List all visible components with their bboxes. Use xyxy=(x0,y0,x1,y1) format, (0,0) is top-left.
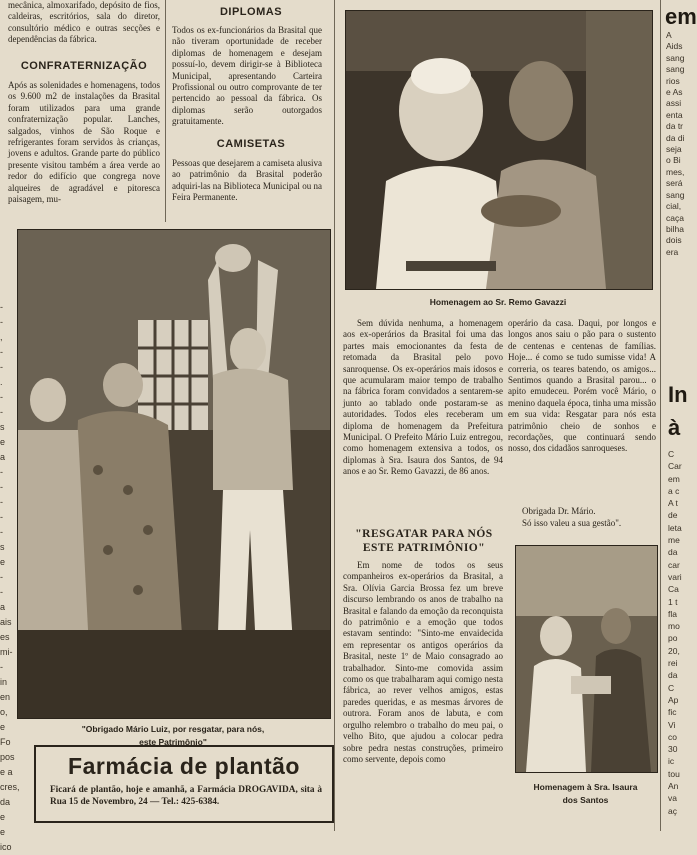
edge-fragment-line: enta xyxy=(666,109,683,120)
photo-top-caption: Homenagem ao Sr. Remo Gavazzi xyxy=(429,297,567,307)
edge-fragment-line: leta xyxy=(668,522,682,533)
edge-fragment-line: An xyxy=(668,781,679,792)
edge-fragment-line: da di xyxy=(666,132,685,143)
top-left-fragment: mecânica, almoxarifado, depósito de fios, caldeiras, escritórios, sala do diretor, consultório médico e outras secções e dependências da fábrica. xyxy=(8,0,160,45)
edge-fragment-line: ic xyxy=(668,756,675,767)
edge-fragment-line: a xyxy=(0,602,6,612)
edge-fragment-line: vari xyxy=(668,571,682,582)
edge-fragment-line: cres, xyxy=(0,782,20,792)
edge-fragment-line: será xyxy=(666,178,683,189)
article-right-body: operário da casa. Daqui, por longos e longos anos saiu o pão para o sustento de centenas e centenas de famílias. Hoje... é como se tudo sumisse vida! A correria, os teares batendo, os amigos... Sentimos quando a Brasital parou... o apito emudeceu. Porém você Mário, o menino daquela época, tinha uma missão em sua vida: Resgatar para nós esta patrimônio cheio de sonhos e recordações, que continuará sendo nosso, dos cidadãos sanroqueses. xyxy=(508,318,656,454)
edge-fragment-line: car xyxy=(668,559,680,570)
edge-fragment-line: - xyxy=(0,362,3,372)
edge-fragment-line: en xyxy=(0,692,11,702)
camisetas-heading: CAMISETAS xyxy=(216,138,286,150)
column-rule xyxy=(165,0,166,222)
edge-fragment-line: - xyxy=(0,482,3,492)
edge-fragment-line: - xyxy=(0,317,3,327)
edge-fragment-line: Aids xyxy=(666,41,683,52)
edge-fragment-line: - xyxy=(0,572,3,582)
edge-fragment-line: tou xyxy=(668,768,680,779)
photo-obrigado-mario-luiz xyxy=(17,229,331,719)
article-middle-body: Sem dúvida nenhuma, a homenagem aos ex-operários da Brasital foi uma das partes mais emocionantes da festa de retomada da Brasital pelo povo sanroquense. Os ex-operários mais idosos e que acumularam maior tempo de trabalho na fábrica foram convidados a sentarem-se junto ao tablado onde postaram-se as autoridades. Todos eles receberam um diploma de homenagem da Prefeitura Municipal. O Prefeito Mário Luiz entregou, como homenagem extensiva a todos, os diplomas à Sra. Isaura dos Santos, de 94 anos e ao Sr. Remo Gavazzi, de 86 anos. xyxy=(343,318,503,477)
column-rule xyxy=(660,0,661,831)
camisetas-body: Pessoas que desejarem a camiseta alusiva ao patrimônio da Brasital poderão adquiri-las na Biblioteca Municipal ou na Feira Permanente. xyxy=(172,158,322,203)
edge-fragment-line: Ap xyxy=(668,694,679,705)
edge-fragment-line: va xyxy=(668,793,677,804)
diplomas-heading: DIPLOMAS xyxy=(219,6,283,18)
edge-fragment-line: e xyxy=(0,557,6,567)
edge-fragment-line: 30 xyxy=(668,744,678,755)
edge-fragment-line: in xyxy=(0,677,8,687)
photo-left-caption-line2: este Patrimônio" xyxy=(139,737,207,747)
edge-fragment-line: co xyxy=(668,731,677,742)
edge-fragment-line: fla xyxy=(668,608,677,619)
edge-fragment-line: e xyxy=(0,827,6,837)
left-edge-fragment xyxy=(0,300,20,855)
edge-fragment-line: es xyxy=(0,632,10,642)
edge-fragment-line: sang xyxy=(666,64,685,75)
edge-fragment-line: da xyxy=(0,797,11,807)
edge-fragment-line: o, xyxy=(0,707,8,717)
edge-fragment-line: Ca xyxy=(668,584,679,595)
right-edge-big-letters: In xyxy=(668,382,688,407)
article-right-sign1: Obrigada Dr. Mário. xyxy=(522,506,596,516)
edge-fragment-line: - xyxy=(0,662,3,672)
edge-fragment-line: e xyxy=(0,722,6,732)
photo-right-caption-line1: Homenagem à Sra. Isaura xyxy=(533,782,638,792)
edge-fragment-line: - xyxy=(0,407,3,417)
edge-fragment-line: Fo xyxy=(0,737,11,747)
edge-fragment-line: Car xyxy=(668,461,682,472)
farmacia-title: Farmácia de plantão xyxy=(68,753,300,779)
edge-fragment-line: - xyxy=(0,302,3,312)
edge-fragment-line: pos xyxy=(0,752,15,762)
right-edge-big-word: em xyxy=(665,4,697,29)
edge-fragment-line: em xyxy=(668,473,680,484)
edge-fragment-line: s xyxy=(0,422,5,432)
photo-homenagem-remo-gavazzi xyxy=(345,10,653,290)
edge-fragment-line: e As xyxy=(666,87,683,98)
photo-homenagem-isaura-santos xyxy=(515,545,658,773)
edge-fragment-line: o Bi xyxy=(666,155,681,166)
edge-fragment-line: 20, xyxy=(668,645,680,656)
edge-fragment-line: C xyxy=(668,682,675,693)
edge-fragment-line: a c xyxy=(668,485,680,496)
article-right-sign2: Só isso valeu a sua gestão". xyxy=(522,518,622,528)
edge-fragment-line: A t xyxy=(668,498,678,509)
diplomas-body: Todos os ex-funcionários da Brasital que não tiveram oportunidade de receber diplomas de homenagem e desejam possuí-lo, devem dirigir-se à Biblioteca Municipal, apresentando Carteira Profissional ou outro comprovante de ter pertencido ao pessoal da fábrica. Os diplomas serão outorgados gratuitamente. xyxy=(172,25,322,127)
edge-fragment-line: e xyxy=(0,812,6,822)
edge-fragment-line: Vi xyxy=(668,719,676,730)
photo-left-caption-line1: "Obrigado Mário Luiz, por resgatar, para nós, xyxy=(81,724,265,734)
edge-fragment-line: - xyxy=(0,512,3,522)
confraternizacao-body: Após as solenidades e homenagens, todos os 9.600 m2 de instalações da Brasital foram utilizados para uma grande confraternização popular. Lanches, salgados, vinhos de São Roque e refrigerantes foram servidos às crianças, jovens e adultos. Grande parte do público presente visitou também a área verde ao redor do edifício que congrega nove alqueires de agradável e pitoresca paisagem, mu- xyxy=(8,80,160,205)
edge-fragment-line: 1 t xyxy=(668,596,678,607)
edge-fragment-line: me xyxy=(668,535,680,546)
photo-right-caption-line2: dos Santos xyxy=(562,795,609,805)
edge-fragment-line: assi xyxy=(666,98,682,109)
edge-fragment-line: mi- xyxy=(0,647,13,657)
resgatar-heading-line1: "RESGATAR PARA NÓS xyxy=(355,528,493,540)
edge-fragment-line: rios xyxy=(666,75,680,86)
resgatar-heading-line2: ESTE PATRIMÔNIO" xyxy=(362,542,486,554)
left-edge-text xyxy=(0,300,20,855)
column-rule xyxy=(334,0,335,831)
edge-fragment-line: seja xyxy=(666,144,682,155)
edge-fragment-line: da xyxy=(668,670,678,681)
edge-fragment-line: sang xyxy=(666,189,685,200)
edge-fragment-line: e a xyxy=(0,767,13,777)
edge-fragment-line: A xyxy=(666,30,672,40)
edge-fragment-line: , xyxy=(0,332,3,342)
edge-fragment-line: mes, xyxy=(666,166,685,177)
edge-fragment-line: aç xyxy=(668,805,677,816)
edge-fragment-line: era xyxy=(666,246,679,257)
right-edge-big-letter: à xyxy=(668,415,681,440)
confraternizacao-heading: CONFRATERNIZAÇÃO xyxy=(20,60,148,72)
edge-fragment-line: - xyxy=(0,587,3,597)
edge-fragment-line: cial, xyxy=(666,201,682,212)
edge-fragment-line: ais xyxy=(0,617,12,627)
edge-fragment-line: - xyxy=(0,527,3,537)
resgatar-body: Em nome de todos os seus companheiros ex-operários da Brasital, a Sra. Olívia Garcia Brossa fez um breve discurso lembrando os anos de trabalho na Brasital e falando da emoção da reconquista do patrimônio e a emoção que todos estavam sentindo: "Sinto-me envaidecida em representar os antigos operários da Brasital, neste 1º de Maio consagrado ao trabalhador. Sinto-me comovida assim como os que trabalharam aqui comigo nesta fábrica, ao rever velhos amigos, estas paredes queridas, e as mesmas árvores de outrora. Foram anos de labuta, e com orgulho relembro o trabalho do meu pai, o velho Bito, que ajudou a colocar pedra sobre pedra nestas construções, primeiro como servente, depois como xyxy=(343,560,503,764)
edge-fragment-line: - xyxy=(0,497,3,507)
edge-fragment-line: po xyxy=(668,633,678,644)
edge-fragment-line: caça xyxy=(666,212,684,223)
edge-fragment-line: . xyxy=(0,377,3,387)
edge-fragment-line: s xyxy=(0,542,5,552)
farmacia-box xyxy=(34,745,334,823)
edge-fragment-line: e xyxy=(0,437,6,447)
edge-fragment-line: ico xyxy=(0,842,12,852)
edge-fragment-line: da xyxy=(668,547,678,558)
edge-fragment-line: sang xyxy=(666,52,685,63)
edge-fragment-line: fic xyxy=(668,707,677,718)
edge-fragment-line: C xyxy=(668,449,675,459)
edge-fragment-line: - xyxy=(0,392,3,402)
edge-fragment-line: da tr xyxy=(666,121,684,132)
edge-fragment-line: dois xyxy=(666,235,682,246)
right-edge-fragment xyxy=(666,30,690,258)
edge-fragment-line: rei xyxy=(668,658,678,669)
edge-fragment-line: bilha xyxy=(666,223,684,234)
edge-fragment-line: - xyxy=(0,347,3,357)
edge-fragment-line: mo xyxy=(668,621,680,632)
edge-fragment-line: a xyxy=(0,452,6,462)
farmacia-text: Ficará de plantão, hoje e amanhã, a Farmácia DROGAVIDA, sita à Rua 15 de Novembro, 24 — Tel.: 425-6384. xyxy=(50,785,322,807)
edge-fragment-line: - xyxy=(0,467,3,477)
edge-fragment-line: de xyxy=(668,510,678,521)
right-edge-fragment-2 xyxy=(668,448,690,817)
